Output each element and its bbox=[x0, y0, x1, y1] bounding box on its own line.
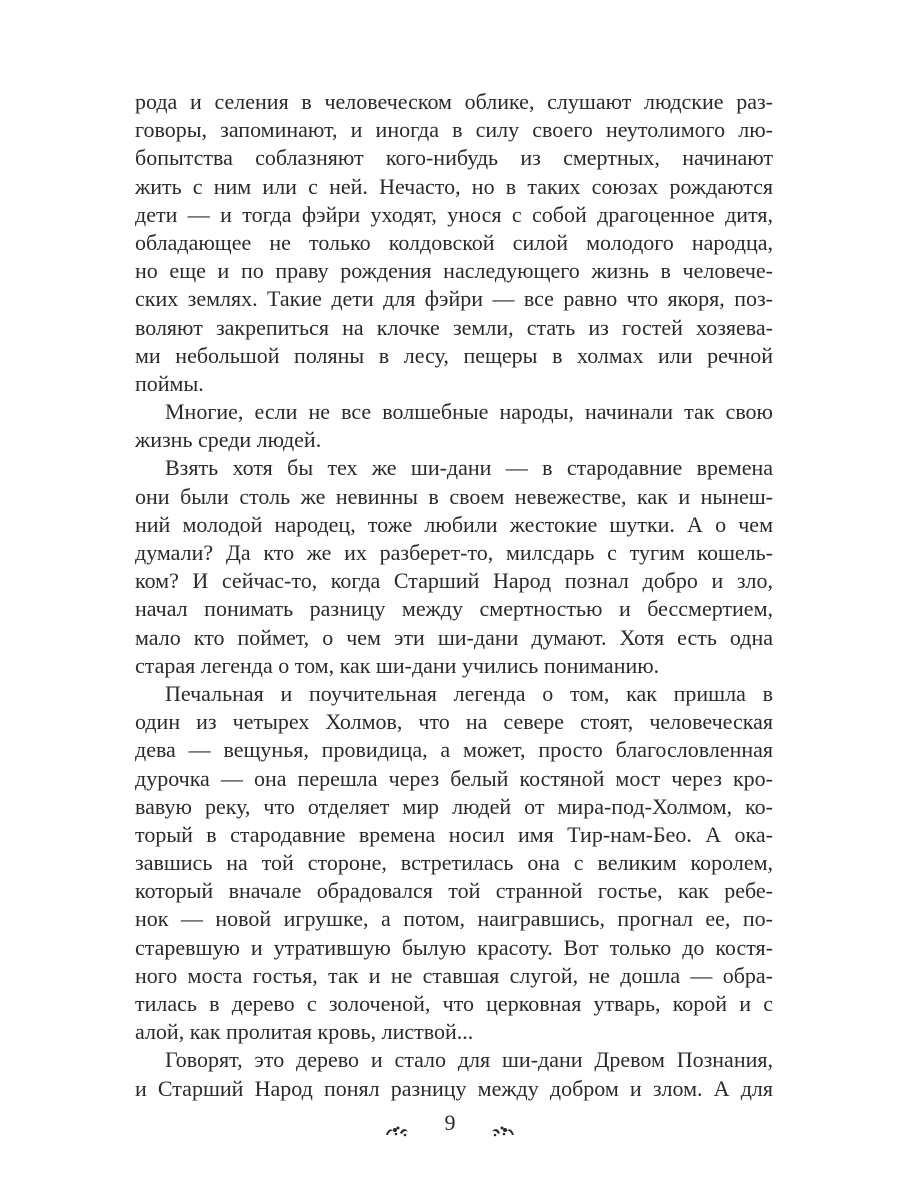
right-floral-ornament-icon bbox=[489, 1117, 515, 1129]
text-line: вавую реку, что отделяет мир людей от мира-под-Холмом, ко- bbox=[135, 793, 773, 819]
body-text bbox=[135, 88, 773, 1103]
text-line: Говорят, это дерево и стало для ши-дани Древом Познания, bbox=[165, 1047, 773, 1073]
text-line: завшись на той стороне, встретилась она с великим королем, bbox=[135, 850, 773, 876]
text-line: и Старший Народ понял разницу между добром и злом. А для bbox=[135, 1075, 773, 1101]
page-footer bbox=[0, 1108, 900, 1136]
text-line: воляют закрепиться на клочке земли, стать из гостей хозяева- bbox=[135, 314, 773, 340]
text-line: говоры, запоминают, и иногда в силу своего неутолимого лю- bbox=[135, 117, 773, 143]
text-line: один из четырех Холмов, что на севере стоят, человеческая bbox=[135, 709, 773, 735]
text-line: нок — новой игрушке, а потом, наигравшись, прогнал ее, по- bbox=[135, 906, 773, 932]
text-line: жизнь среди людей. bbox=[135, 427, 322, 453]
text-line: дети — и тогда фэйри уходят, унося с собой драгоценное дитя, bbox=[135, 201, 773, 227]
text-line: думали? Да кто же их разберет-то, милсдарь с тугим кошель- bbox=[135, 540, 773, 565]
text-line: который вначале обрадовался той странной гостье, как ребе- bbox=[135, 878, 773, 904]
text-line: старая легенда о том, как ши-дани учились пониманию. bbox=[135, 652, 660, 678]
paragraph bbox=[135, 680, 773, 1046]
paragraph bbox=[135, 454, 773, 680]
text-line: обладающее не только колдовской силой молодого народца, bbox=[135, 229, 773, 255]
text-line: они были столь же невинны в своем невежестве, как и нынеш- bbox=[135, 483, 773, 509]
text-line: алой, как пролитая кровь, листвой... bbox=[135, 1019, 474, 1045]
text-line: Печальная и поучительная легенда о том, как пришла в bbox=[165, 680, 773, 706]
text-line: рода и селения в человеческом облике, слушают людские раз- bbox=[135, 89, 773, 114]
text-line: мало кто поймет, о чем эти ши-дани думают. Хотя есть одна bbox=[135, 624, 773, 650]
text-line: торый в стародавние времена носил имя Тир-нам-Бео. А ока- bbox=[135, 821, 773, 847]
text-line: но еще и по праву рождения наследующего жизнь в человече- bbox=[135, 258, 773, 284]
text-line: ми небольшой поляны в лесу, пещеры в холмах или речной bbox=[135, 342, 773, 368]
page-number: 9 bbox=[444, 1109, 456, 1135]
text-line: дева — вещунья, провидица, а может, просто благословленная bbox=[135, 737, 773, 763]
paragraph bbox=[135, 1046, 773, 1102]
paragraph bbox=[135, 88, 773, 398]
text-line: ного моста гостья, так и не ставшая слугой, не дошла — обра- bbox=[135, 962, 773, 988]
text-line: Взять хотя бы тех же ши-дани — в стародавние времена bbox=[165, 455, 773, 481]
text-line: жить с ним или с ней. Нечасто, но в таких союзах рождаются bbox=[135, 173, 773, 199]
left-floral-ornament-icon bbox=[385, 1117, 411, 1129]
text-line: ком? И сейчас-то, когда Старший Народ познал добро и зло, bbox=[135, 568, 773, 594]
text-line: начал понимать разницу между смертностью и бессмертием, bbox=[135, 596, 773, 622]
text-line: тилась в дерево с золоченой, что церковная утварь, корой и с bbox=[135, 991, 773, 1016]
text-line: ских землях. Такие дети для фэйри — все равно что якоря, поз- bbox=[135, 286, 773, 312]
text-line: поймы. bbox=[135, 370, 204, 396]
text-line: бопытства соблазняют кого-нибудь из смертных, начинают bbox=[135, 145, 773, 171]
text-line: Многие, если не все волшебные народы, начинали так свою bbox=[165, 399, 773, 425]
text-line: ний молодой народец, тоже любили жестокие шутки. А о чем bbox=[135, 511, 773, 537]
text-line: дурочка — она перешла через белый костяной мост через кро- bbox=[135, 765, 773, 791]
text-line: старевшую и утратившую былую красоту. Вот только до костя- bbox=[135, 934, 773, 960]
paragraph bbox=[135, 398, 773, 454]
